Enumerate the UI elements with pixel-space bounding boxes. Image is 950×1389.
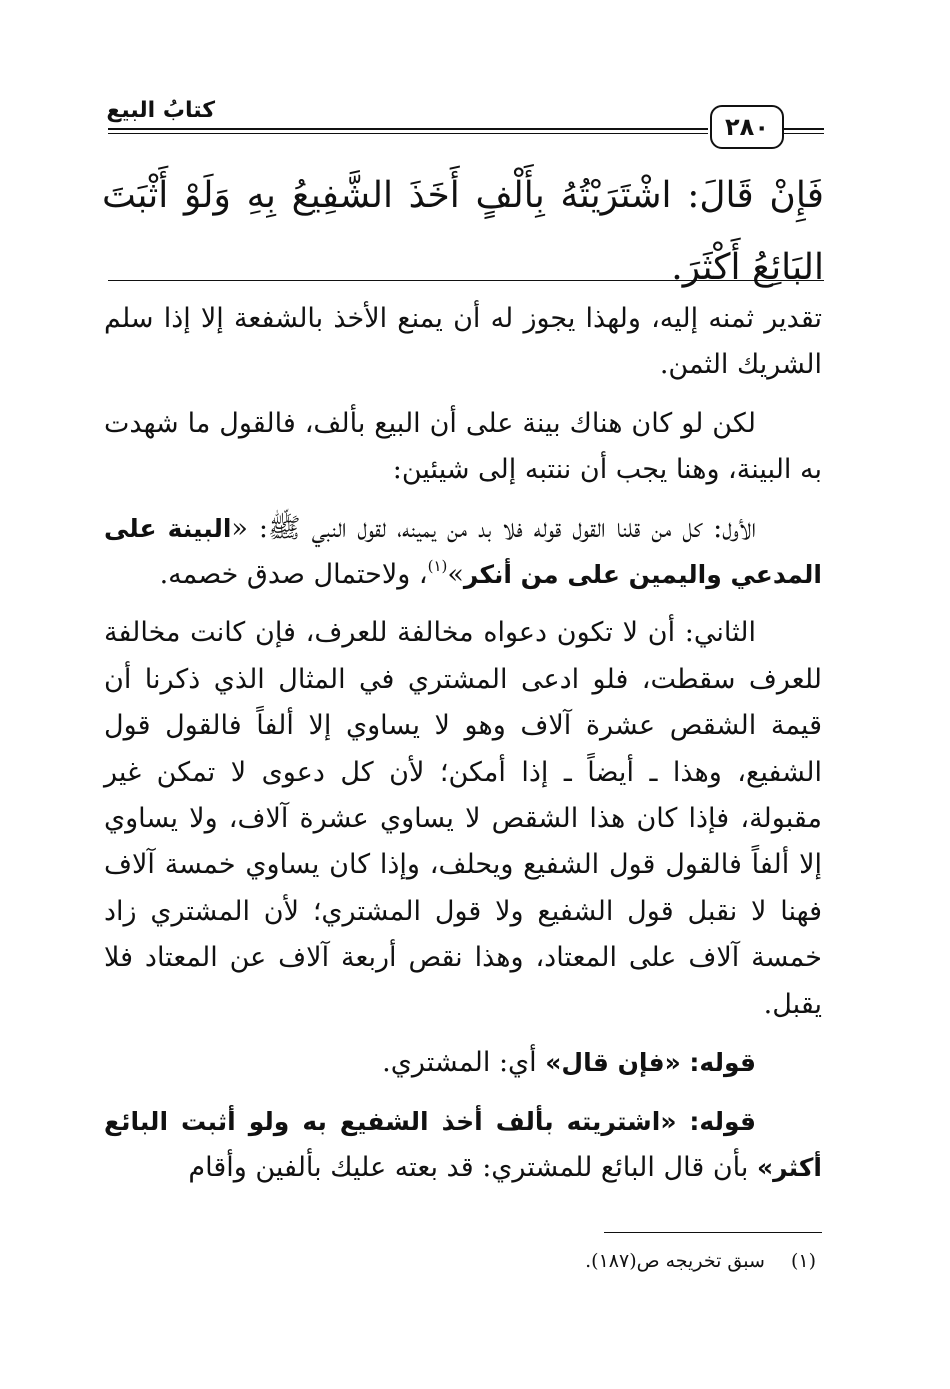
paragraph: الثاني: أن لا تكون دعواه مخالفة للعرف، فإن كانت مخالفة للعرف سقطت، فلو ادعى المشتري في المثال الذي ذكرنا أن قيمة الشقص عشرة آلاف وهو لا يساوي إلا ألفاً فالقول قول الشفيع، وهذا ـ أيضاً ـ إذا أمكن؛ لأن كل دعوى لا تمكن غير مقبولة، فإذا كان هذا الشقص لا يساوي عشرة آلاف، ولا يساوي إلا ألفاً فالقول قول الشفيع ويحلف، وإذا كان يساوي خمسة آلاف فهنا لا نقبل قول الشفيع ولا قول المشتري؛ لأن المشتري زاد خمسة آلاف على المعتاد، وهذا نقص أربعة آلاف عن المعتاد فلا يقبل.: [104, 617, 822, 1020]
header-rule-left: [108, 128, 708, 134]
hadith-text: البينة على المدعي واليمين على من أنكر: [104, 513, 822, 590]
running-header-title: كتابُ البيع: [106, 98, 215, 123]
footnote-number: (١): [790, 1250, 816, 1272]
header-rule-right: [784, 128, 824, 134]
paragraph-text: الأول: كل من قلنا القول قوله فلا بد من يمينه، لقول النبي ﷺ: «: [231, 512, 756, 544]
paragraph: [104, 1040, 822, 1086]
footnote-marker[interactable]: (١): [427, 557, 448, 576]
footnote-separator: [604, 1232, 822, 1233]
quoted-phrase: «اشتريته بألف أخذ الشفيع به ولو أثبت البائع أكثر»: [104, 1106, 822, 1182]
quoted-phrase: «فإن قال»: [545, 1048, 681, 1078]
quote-close: »: [447, 559, 464, 591]
paragraph: تقدير ثمنه إليه، ولهذا يجوز له أن يمنع الأخذ بالشفعة إلا إذا سلم الشريك الثمن.: [104, 303, 822, 381]
footnote-text: سبق تخريجه ص(١٨٧).: [585, 1250, 765, 1272]
paragraph-text: بأن قال البائع للمشتري: قد بعته عليك بألفين وأقام: [188, 1151, 757, 1183]
matn-text: فَإِنْ قَالَ: اشْتَرَيْتُهُ بِأَلْفٍ أَخَذَ الشَّفِيعُ بِهِ وَلَوْ أَثْبَتَ البَائِعُ أَكْثَرَ.: [102, 175, 824, 288]
paragraph: لكن لو كان هناك بينة على أن البيع بألف، فالقول ما شهدت به البينة، وهنا يجب أن ننتبه إلى شيئين:: [104, 407, 822, 486]
page-number: ٢٨٠: [710, 105, 784, 149]
matn-separator: [108, 280, 824, 281]
paragraph: [104, 1099, 822, 1192]
paragraph-text: أي: المشتري.: [382, 1047, 546, 1079]
commentary-label: قوله:: [689, 1106, 756, 1136]
paragraph-text: ، ولاحتمال صدق خصمه.: [159, 559, 428, 591]
footnote: [104, 1244, 816, 1278]
commentary-label: قوله:: [689, 1048, 756, 1078]
paragraph: [104, 506, 822, 599]
body-text: [104, 296, 822, 1203]
